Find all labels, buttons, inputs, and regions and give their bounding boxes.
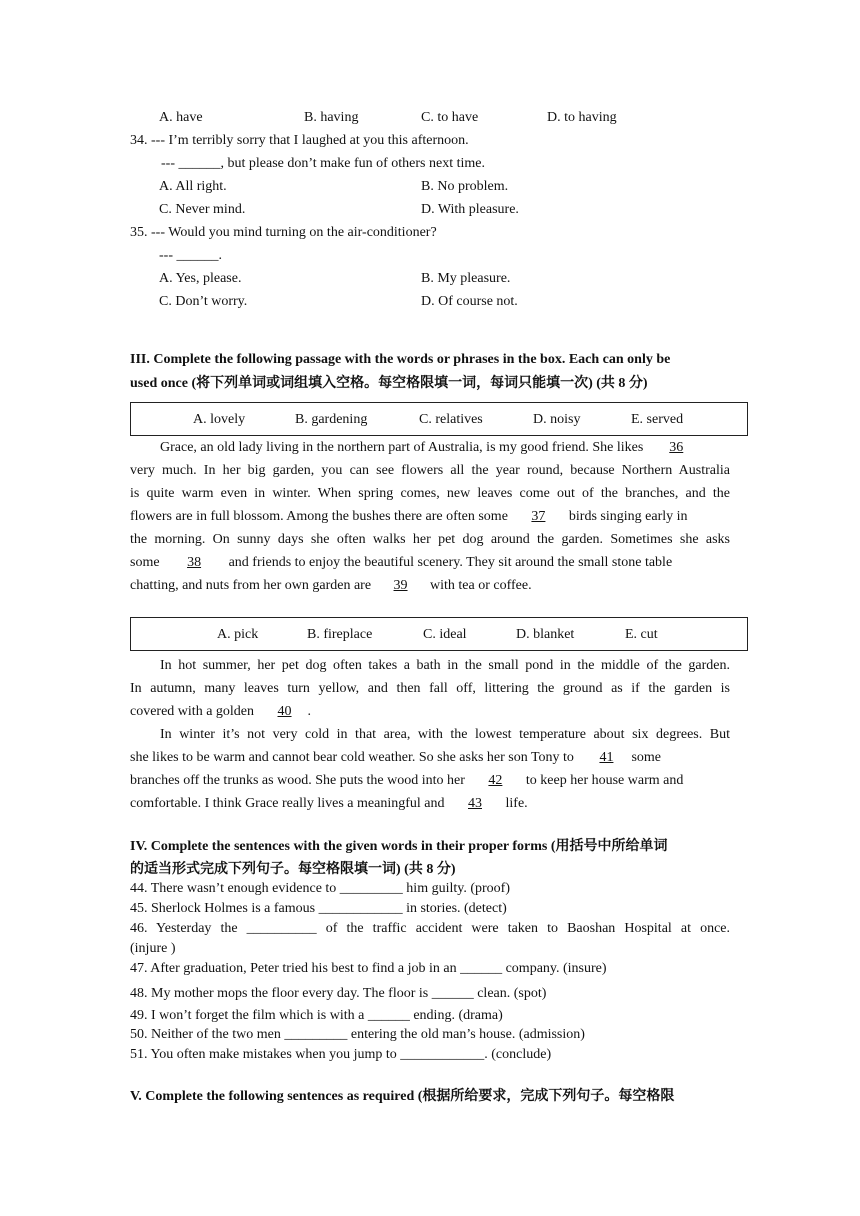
q33-option-c: C. to have [421, 110, 479, 125]
q51: 51. You often make mistakes when you jump to ____________. (conclude) [130, 1047, 552, 1062]
blank-38: 38 [187, 555, 202, 570]
section4-heading-line2: 的适当形式完成下列句子。每空格限填一词) (共 8 分) [130, 862, 456, 877]
blank-37: 37 [531, 509, 546, 524]
para2-line2: In autumn, many leaves turn yellow, and then fall off, littering the ground as if the garden is [130, 681, 730, 696]
word-box-1 [130, 402, 748, 436]
q48: 48. My mother mops the floor every day. The floor is ______ clean. (spot) [130, 986, 547, 1001]
box2-option-e: E. cut [625, 627, 658, 642]
q33-option-b: B. having [304, 110, 359, 125]
q34-option-d: D. With pleasure. [421, 202, 519, 217]
box2-option-b: B. fireplace [307, 627, 373, 642]
para2-line3: covered with a golden 40 . [130, 700, 730, 723]
q44: 44. There wasn’t enough evidence to _________ him guilty. (proof) [130, 881, 510, 896]
q35-question: 35. --- Would you mind turning on the air-conditioner? [130, 225, 437, 240]
word-box-2 [130, 617, 748, 651]
para1-line7: chatting, and nuts from her own garden are 39 with tea or coffee. [130, 574, 730, 597]
q34-option-c: C. Never mind. [159, 202, 246, 217]
box1-option-c: C. relatives [419, 412, 483, 427]
para1-line4: flowers are in full blossom. Among the bushes there are often some 37 birds singing early in [130, 505, 730, 528]
q35-option-d: D. Of course not. [421, 294, 518, 309]
box1-option-a: A. lovely [193, 412, 246, 427]
blank-41: 41 [599, 750, 614, 765]
box2-option-c: C. ideal [423, 627, 467, 642]
box1-option-b: B. gardening [295, 412, 368, 427]
q35-option-a: A. Yes, please. [159, 271, 242, 286]
blank-42: 42 [488, 773, 503, 788]
box2-option-d: D. blanket [516, 627, 575, 642]
para3-line1: In winter it’s not very cold in that area, with the lowest temperature about six degrees. But [160, 727, 730, 742]
q35-option-c: C. Don’t worry. [159, 294, 248, 309]
q34-question: 34. --- I’m terribly sorry that I laughed at you this afternoon. [130, 133, 469, 148]
q46-line1: 46. Yesterday the __________ of the traffic accident were taken to Baoshan Hospital at once. [130, 921, 730, 936]
q34-option-a: A. All right. [159, 179, 227, 194]
section3-heading-line2: used once (将下列单词或词组填入空格。每空格限填一词，每词只能填一次) (共 8 分) [130, 376, 648, 391]
blank-39: 39 [393, 578, 408, 593]
q34-option-b: B. No problem. [421, 179, 509, 194]
para3-line3: branches off the trunks as wood. She puts the wood into her 42 to keep her house warm and [130, 769, 730, 792]
para3-line4: comfortable. I think Grace really lives a meaningful and 43 life. [130, 792, 730, 815]
para1-line5: the morning. On sunny days she often walks her pet dog around the garden. Sometimes she asks [130, 532, 730, 547]
para1-line3: is quite warm even in winter. When spring comes, new leaves come out of the branches, and the [130, 486, 730, 501]
section4-heading-line1: IV. Complete the sentences with the given words in their proper forms (用括号中所给单词 [130, 839, 668, 854]
q35-reply: --- ______. [159, 248, 222, 263]
q33-option-a: A. have [159, 110, 203, 125]
para1-line1: Grace, an old lady living in the northern part of Australia, is my good friend. She likes 36 [160, 436, 730, 459]
para1-line6: some 38 and friends to enjoy the beautiful scenery. They sit around the small stone table [130, 551, 730, 574]
box1-option-d: D. noisy [533, 412, 581, 427]
box2-option-a: A. pick [217, 627, 259, 642]
blank-43: 43 [468, 796, 482, 811]
q45: 45. Sherlock Holmes is a famous ____________ in stories. (detect) [130, 901, 507, 916]
para3-line2: she likes to be warm and cannot bear cold weather. So she asks her son Tony to 41 some [130, 746, 730, 769]
section3-heading-line1: III. Complete the following passage with the words or phrases in the box. Each can only be [130, 352, 671, 367]
para2-line1: In hot summer, her pet dog often takes a bath in the small pond in the middle of the garden. [160, 658, 730, 673]
blank-36: 36 [669, 440, 684, 455]
q49: 49. I won’t forget the film which is with a ______ ending. (drama) [130, 1008, 503, 1023]
blank-40: 40 [277, 704, 292, 719]
para1-line2: very much. In her big garden, you can see flowers all the year round, because Northern Australia [130, 463, 730, 478]
q46-line2: (injure ) [130, 941, 176, 956]
section5-heading: V. Complete the following sentences as required (根据所给要求，完成下列句子。每空格限 [130, 1089, 675, 1104]
box1-option-e: E. served [631, 412, 684, 427]
q35-option-b: B. My pleasure. [421, 271, 511, 286]
q47: 47. After graduation, Peter tried his best to find a job in an ______ company. (insure) [130, 961, 607, 976]
q34-reply: --- ______, but please don’t make fun of others next time. [161, 156, 485, 171]
q33-option-d: D. to having [547, 110, 617, 125]
q50: 50. Neither of the two men _________ entering the old man’s house. (admission) [130, 1027, 585, 1042]
